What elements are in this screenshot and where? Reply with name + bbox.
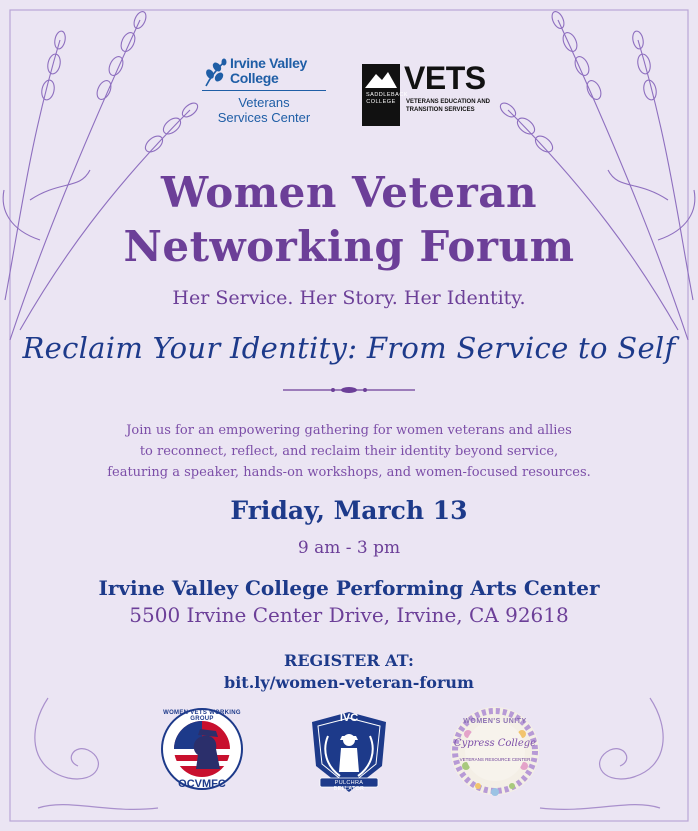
register-label: REGISTER AT: xyxy=(284,651,414,670)
ivc-veterans-logo xyxy=(200,52,330,142)
description-line: Join us for an empowering gathering for women veterans and allies xyxy=(126,423,572,438)
event-description xyxy=(0,420,698,483)
vets-logo xyxy=(362,60,512,128)
event-address: 5500 Irvine Center Drive, Irvine, CA 92618 xyxy=(129,603,569,627)
event-time: 9 am - 3 pm xyxy=(297,538,401,558)
ivc-logo-name: Irvine Valley College xyxy=(230,55,308,86)
description-line: to reconnect, reflect, and reclaim their identity beyond service, xyxy=(139,444,559,459)
ornamental-divider xyxy=(283,385,415,395)
event-title-line1: Women Veteran xyxy=(160,168,538,217)
ivc-logo-divider xyxy=(202,90,326,91)
description-line: featuring a speaker, hands-on workshops, and women-focused resources. xyxy=(107,465,591,480)
event-tagline: Her Service. Her Story. Her Identity. xyxy=(172,287,526,309)
vets-logo-subtitle: VETERANS EDUCATION AND TRANSITION SERVICES xyxy=(406,99,491,113)
ocvmfc-label: OCVMFC xyxy=(178,778,226,790)
mountain-icon xyxy=(362,66,400,92)
olive-branch-icon xyxy=(202,58,228,88)
ivc-badge-motto: PULCHRA BELLATOR xyxy=(333,780,365,792)
unity-badge-college: Cypress College xyxy=(453,738,537,749)
event-title-line2: Networking Forum xyxy=(123,222,575,271)
register-link[interactable]: bit.ly/women-veteran-forum xyxy=(224,673,474,692)
vets-logo-title: VETS xyxy=(404,60,486,96)
ivc-logo-department: Veterans Services Center xyxy=(217,95,311,125)
unity-badge-title: WOMEN'S UNITY xyxy=(463,718,527,725)
ocvmfc-badge xyxy=(160,707,244,791)
event-script-title: Reclaim Your Identity: From Service to Self xyxy=(22,331,676,365)
saddleback-badge-text: SADDLEBACK COLLEGE xyxy=(366,92,408,105)
ivc-badge xyxy=(304,706,394,796)
unity-badge-center: VETERANS RESOURCE CENTER xyxy=(459,757,531,762)
event-venue: Irvine Valley College Performing Arts Center xyxy=(98,576,600,600)
womens-unity-badge xyxy=(448,704,542,798)
ocvmfc-top-text: WOMEN VETS WORKING GROUP xyxy=(163,710,241,722)
saddleback-badge xyxy=(362,64,408,126)
ivc-badge-title: IVC xyxy=(339,712,359,724)
event-date: Friday, March 13 xyxy=(230,496,468,525)
